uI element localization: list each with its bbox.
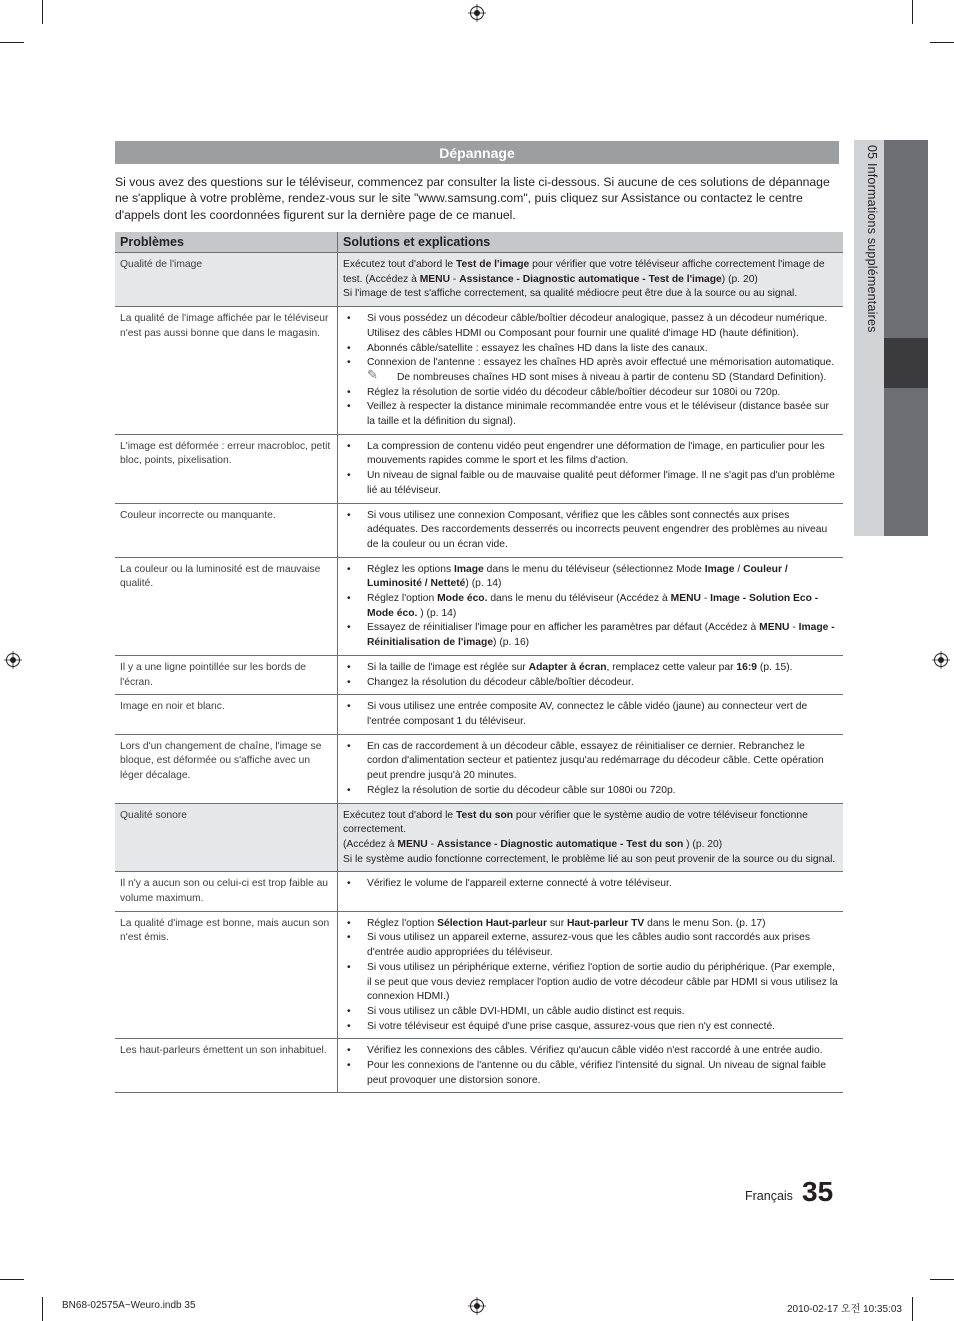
bullet-icon: • <box>347 563 351 575</box>
bold-term: Image <box>454 563 484 575</box>
table-row <box>115 253 843 307</box>
registration-mark-icon <box>4 651 22 669</box>
list-item <box>343 621 838 650</box>
text-run: (Accédez à <box>343 838 398 850</box>
text-run: Pour les connexions de l'antenne ou du câble, vérifiez l'intensité du signal. Un niveau de signal faible peut provoquer une distorsion sonore. <box>367 1060 827 1086</box>
table-row <box>115 434 843 503</box>
bullet-icon: • <box>347 470 351 482</box>
bullet-icon: • <box>347 1020 351 1032</box>
solution-list <box>343 440 838 499</box>
footer-language: Français <box>745 1189 793 1203</box>
bold-term: Sélection Haut-parleur <box>437 917 547 929</box>
bullet-icon: • <box>347 440 351 452</box>
crop-mark <box>930 42 954 43</box>
bullet-icon: • <box>347 386 351 398</box>
bold-term: Mode éco. <box>437 593 488 605</box>
print-slug-date: 2010-02-17 오전 10:35:03 <box>787 1304 902 1315</box>
registration-mark-icon <box>468 4 486 22</box>
registration-mark-icon <box>468 1297 486 1315</box>
bold-term: MENU <box>397 838 428 850</box>
bullet-icon: • <box>347 1045 351 1057</box>
list-item <box>343 917 838 932</box>
problem-cell: L'image est déformée : erreur macrobloc, petit bloc, points, pixelisation. <box>115 434 338 503</box>
crop-mark <box>42 1297 43 1321</box>
list-item <box>343 312 838 341</box>
text-run: dans le menu Son. (p. 17) <box>644 917 766 929</box>
list-item <box>343 740 838 784</box>
bold-term: MENU <box>759 622 790 634</box>
list-item <box>343 961 838 1005</box>
bullet-icon: • <box>347 342 351 354</box>
solution-cell <box>338 253 844 307</box>
bullet-icon: • <box>347 1005 351 1017</box>
list-item <box>343 661 838 676</box>
table-row <box>115 803 843 872</box>
crop-mark <box>912 1297 913 1321</box>
bullet-icon: • <box>347 701 351 713</box>
text-run: Réglez l'option <box>367 917 438 929</box>
solution-list <box>343 661 838 690</box>
solution-paragraph <box>343 258 838 287</box>
text-run: Si l'image de test s'affiche correctement, sa qualité médiocre peut être due à la source ou au signal. <box>343 288 798 300</box>
solution-cell <box>338 434 844 503</box>
table-row <box>115 557 843 655</box>
text-run: Changez la résolution du décodeur câble/boîtier décodeur. <box>367 676 634 688</box>
solution-cell <box>338 503 844 557</box>
bold-term: Test de l'image <box>456 259 530 270</box>
bullet-icon: • <box>347 961 351 973</box>
solution-list <box>343 740 838 799</box>
table-body <box>115 253 843 1093</box>
text-run: ) (p. 14) <box>417 607 457 619</box>
note <box>343 366 838 386</box>
text-run: Exécutez tout d'abord le <box>343 809 457 821</box>
solution-paragraph <box>343 287 838 302</box>
text-run: Si vous utilisez un périphérique externe, vérifiez l'option de sortie audio du périphérique. (Par exemple, il se peut que vous deviez remplacer l'option audio de votre décodeur câble par HDMI si vous utilisez la connexion HDMI.) <box>367 961 838 1003</box>
list-item <box>343 1020 838 1035</box>
list-item <box>343 342 838 357</box>
list-item <box>343 509 838 553</box>
bold-term: Test du son <box>456 809 514 821</box>
solution-cell <box>338 911 844 1039</box>
bold-term: MENU <box>419 273 451 285</box>
list-item <box>343 700 838 729</box>
text-run: Si votre téléviseur est équipé d'une prise casque, assurez-vous que rien n'y est connecté. <box>367 1020 776 1032</box>
bullet-icon: • <box>347 509 351 521</box>
bullet-icon: • <box>347 401 351 413</box>
table-header-row <box>115 232 843 253</box>
list-item <box>343 356 838 371</box>
table-row <box>115 307 843 435</box>
text-run: Si vous utilisez un câble DVI-HDMI, un câble audio distinct est requis. <box>367 1005 685 1017</box>
bold-term: Couleur / Luminosité / Netteté <box>367 563 788 590</box>
chapter-tab-label: 05 Informations supplémentaires <box>865 145 879 333</box>
column-header-problems: Problèmes <box>115 232 338 253</box>
chapter-tab-marker <box>884 338 928 388</box>
problem-cell: Couleur incorrecte ou manquante. <box>115 503 338 557</box>
bold-term: 16:9 <box>736 661 758 673</box>
troubleshooting-table <box>115 232 843 1093</box>
text-run: Réglez la résolution de sortie vidéo du décodeur câble/boîtier décodeur sur 1080i ou 720p. <box>367 386 781 398</box>
bullet-icon: • <box>347 622 351 634</box>
text-run: - <box>789 622 799 634</box>
text-run: Veillez à respecter la distance minimale recommandée entre vous et le téléviseur (distance basée sur la taille et la définition du signal). <box>367 401 829 428</box>
text-run: Si le système audio fonctionne correctement, le problème lié au son peut provenir de la source ou du signal. <box>343 853 836 865</box>
crop-mark <box>0 1279 24 1280</box>
solution-cell <box>338 307 844 435</box>
solution-cell <box>338 734 844 803</box>
page-number: 35 <box>802 1176 834 1207</box>
bullet-icon: • <box>347 661 351 673</box>
text-run: Réglez l'option <box>367 593 438 605</box>
solution-list <box>343 917 838 1035</box>
problem-cell: La qualité d'image est bonne, mais aucun son n'est émis. <box>115 911 338 1039</box>
crop-mark <box>0 42 24 43</box>
solution-cell <box>338 872 844 911</box>
intro-paragraph: Si vous avez des questions sur le téléviseur, commencez par consulter la liste ci-dessous. Si aucune de ces solutions de dépannage ne s'applique à votre problème, rendez-vous sur le site "www.samsung.com", puis cliquez sur Assistance ou contactez le centre d'appels dont les coordonnées figurent sur la dernière page de ce manuel. <box>115 175 830 222</box>
table-row <box>115 695 843 734</box>
text-run: ) (p. 20) <box>721 273 758 285</box>
column-header-solutions: Solutions et explications <box>338 232 844 253</box>
text-run: - <box>427 838 437 850</box>
text-run: pour vérifier que le système audio de votre téléviseur fonctionne correctement. <box>343 809 808 836</box>
text-run: Si vous utilisez une entrée composite AV, connectez le câble vidéo (jaune) au connecteur vert de l'entrée composant 1 du téléviseur. <box>367 701 808 727</box>
note-text: De nombreuses chaînes HD sont mises à niveau à partir de contenu SD (Standard Definition). <box>397 371 827 383</box>
text-run: ) (p. 16) <box>493 637 530 649</box>
bold-term: Image - Réinitialisation de l'image <box>367 622 835 649</box>
text-run: Essayez de réinitialiser l'image pour en afficher les paramètres par défaut (Accédez à <box>367 622 760 634</box>
print-slug-file: BN68-02575A~Weuro.indb 35 <box>62 1300 196 1311</box>
text-run: Un niveau de signal faible ou de mauvaise qualité peut déformer l'image. Il ne s'agit pas d'un problème lié au téléviseur. <box>367 470 835 496</box>
solution-paragraph <box>343 853 838 868</box>
bold-term: Image - Solution Eco - Mode éco. <box>367 593 819 619</box>
list-item <box>343 784 838 799</box>
text-run: Réglez la résolution de sortie du décodeur câble sur 1080i ou 720p. <box>367 784 676 796</box>
problem-cell: Lors d'un changement de chaîne, l'image se bloque, est déformée ou s'affiche avec un léger décalage. <box>115 734 338 803</box>
problem-cell: La couleur ou la luminosité est de mauvaise qualité. <box>115 557 338 655</box>
text-run: Si vous utilisez un appareil externe, assurez-vous que les câbles audio sont raccordés aux prises d'entrée audio appropriées du téléviseur. <box>367 932 811 959</box>
solution-list <box>343 563 838 651</box>
crop-mark <box>42 0 43 24</box>
bullet-icon: • <box>347 357 351 369</box>
list-item <box>343 676 838 691</box>
registration-mark-icon <box>932 651 950 669</box>
text-run: Connexion de l'antenne : essayez les chaînes HD après avoir effectué une mémorisation automatique. <box>367 357 835 369</box>
table-row <box>115 872 843 911</box>
problem-cell: Qualité sonore <box>115 803 338 872</box>
bullet-icon: • <box>347 1060 351 1072</box>
solution-paragraph <box>343 809 838 838</box>
section-title: Dépannage <box>115 141 839 164</box>
text-run: dans le menu du téléviseur (Accédez à <box>487 593 671 605</box>
bold-term: Haut-parleur TV <box>566 917 645 929</box>
bullet-icon: • <box>347 878 351 890</box>
table-row <box>115 734 843 803</box>
solution-cell <box>338 557 844 655</box>
bold-term: Assistance - Diagnostic automatique - Test de l'image <box>459 273 722 285</box>
text-run: , remplacez cette valeur par <box>606 661 737 673</box>
crop-mark <box>930 1279 954 1280</box>
text-run: ) (p. 14) <box>465 578 502 590</box>
crop-mark <box>912 0 913 24</box>
text-run: Vérifiez les connexions des câbles. Vérifiez qu'aucun câble vidéo n'est raccordé à une entrée audio. <box>367 1045 823 1057</box>
solution-list <box>343 700 838 729</box>
bullet-icon: • <box>347 593 351 605</box>
bullet-icon: • <box>347 740 351 752</box>
solution-cell <box>338 1039 844 1093</box>
problem-cell: Les haut-parleurs émettent un son inhabituel. <box>115 1039 338 1093</box>
problem-cell: Il y a une ligne pointillée sur les bords de l'écran. <box>115 655 338 694</box>
solution-cell <box>338 655 844 694</box>
problem-cell: Qualité de l'image <box>115 253 338 307</box>
problem-cell: Il n'y a aucun son ou celui-ci est trop faible au volume maximum. <box>115 872 338 911</box>
text-run: / <box>734 563 744 575</box>
list-item <box>343 877 838 892</box>
list-item <box>343 440 838 469</box>
text-run: dans le menu du téléviseur (sélectionnez Mode <box>483 563 705 575</box>
list-item <box>343 1044 838 1059</box>
table-row <box>115 503 843 557</box>
bullet-icon: • <box>347 932 351 944</box>
text-run: Vérifiez le volume de l'appareil externe connecté à votre téléviseur. <box>367 878 672 890</box>
bullet-icon: • <box>347 917 351 929</box>
text-run: - <box>700 593 711 605</box>
problem-cell: Image en noir et blanc. <box>115 695 338 734</box>
text-run: - <box>450 273 460 285</box>
bold-term: Image <box>704 563 735 575</box>
solution-cell <box>338 803 844 872</box>
table-row <box>115 911 843 1039</box>
text-run: Si vous utilisez une connexion Composant, vérifiez que les câbles sont connectés aux prises adéquates. Des raccordements desserrés ou incorrects peuvent engendrer des problèmes au niveau de la couleur ou un écran vide. <box>367 509 828 550</box>
solution-list <box>343 1044 838 1088</box>
bullet-icon: • <box>347 313 351 325</box>
list-item <box>343 469 838 498</box>
list-item <box>343 386 838 401</box>
solution-cell <box>338 695 844 734</box>
solution-paragraph <box>343 838 838 853</box>
bullet-icon: • <box>347 676 351 688</box>
text-run: Si vous possédez un décodeur câble/boîtier décodeur analogique, passez à un décodeur numérique. Utilisez des câbles HDMI ou Composant pour fournir une qualité d'image HD (haute définition). <box>367 313 828 339</box>
text-run: En cas de raccordement à un décodeur câble, essayez de réinitialiser ce dernier. Rebranchez le cordon d'alimentation secteur et patientez jusqu'au redémarrage du décodeur câble. Cette opération peut prendre jusqu'à 20 minutes. <box>367 740 824 782</box>
text-run: (p. 15). <box>757 661 793 673</box>
text-run: Réglez les options <box>367 563 455 575</box>
text-run: Exécutez tout d'abord le <box>343 259 457 270</box>
table-row <box>115 655 843 694</box>
problem-cell: La qualité de l'image affichée par le téléviseur n'est pas aussi bonne que dans le magasin. <box>115 307 338 435</box>
text-run: Abonnés câble/satellite : essayez les chaînes HD dans la liste des canaux. <box>367 342 708 354</box>
text-run: pour vérifier que votre téléviseur affiche correctement l'image de test. (Accédez à <box>343 259 825 285</box>
table-row <box>115 1039 843 1093</box>
text-run: ) (p. 20) <box>683 838 723 850</box>
solution-list <box>343 877 838 892</box>
text-run: Si la taille de l'image est réglée sur <box>367 661 529 673</box>
list-item <box>343 400 838 429</box>
text-run: La compression de contenu vidéo peut engendrer une déformation de l'image, en particulier pour les mouvements rapides comme le sport et les films d'action. <box>367 440 825 467</box>
text-run: sur <box>546 917 567 929</box>
list-item <box>343 563 838 592</box>
list-item <box>343 931 838 960</box>
solution-list <box>343 509 838 553</box>
note-pencil-icon: ✎ <box>367 366 378 382</box>
solution-list <box>343 312 838 430</box>
bold-term: Adapter à écran <box>528 661 607 673</box>
list-item <box>343 1059 838 1088</box>
list-item <box>343 1005 838 1020</box>
bullet-icon: • <box>347 784 351 796</box>
bold-term: Assistance - Diagnostic automatique - Test du son <box>436 838 684 850</box>
bold-term: MENU <box>670 593 701 605</box>
list-item <box>343 592 838 621</box>
